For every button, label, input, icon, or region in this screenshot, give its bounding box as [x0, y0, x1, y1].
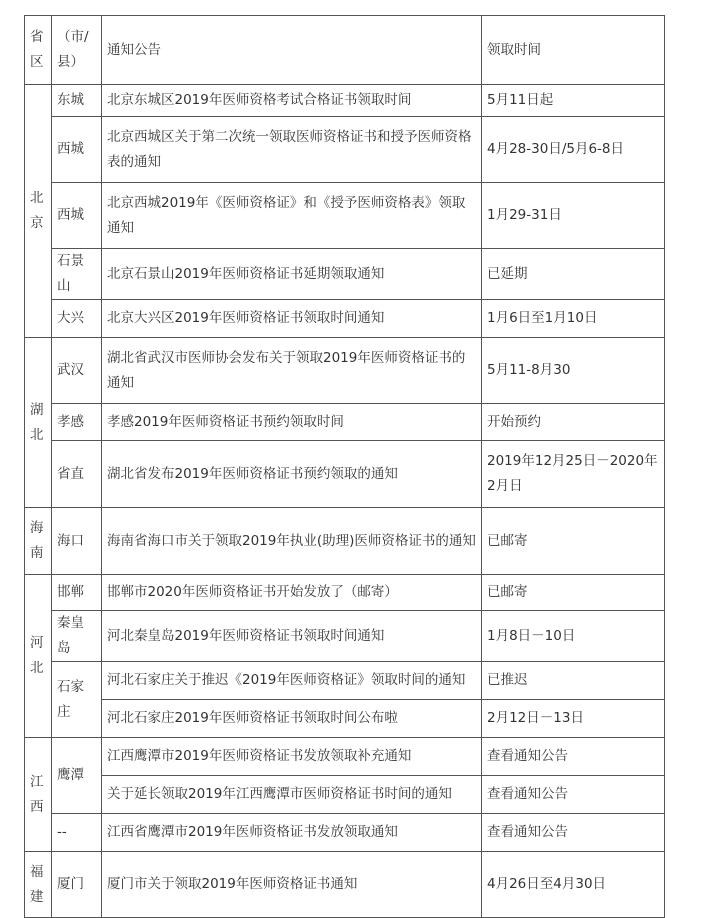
notice-link[interactable]: 孝感2019年医师资格证书预约领取时间: [102, 404, 482, 441]
city-cell: 海口: [52, 508, 102, 575]
table-row: [25, 404, 665, 441]
city-cell: 大兴: [52, 300, 102, 338]
city-cell: 秦皇岛: [52, 611, 102, 662]
notice-link[interactable]: 河北石家庄关于推迟《2019年医师资格证》领取时间的通知: [102, 662, 482, 700]
time-cell: 已延期: [482, 249, 665, 300]
notice-link[interactable]: 北京西城区关于第二次统一领取医师资格证书和授予医师资格表的通知: [102, 117, 482, 183]
notice-link[interactable]: 北京西城2019年《医师资格证》和《授予医师资格表》领取通知: [102, 183, 482, 249]
city-cell: 省直: [52, 441, 102, 508]
notice-link[interactable]: 北京东城区2019年医师资格考试合格证书领取时间: [102, 85, 482, 117]
time-cell: 已邮寄: [482, 575, 665, 611]
time-cell[interactable]: 查看通知公告: [482, 738, 665, 776]
table-row: [25, 700, 665, 738]
time-cell: 4月26日至4月30日: [482, 852, 665, 918]
table-row: [25, 441, 665, 508]
time-cell: 已邮寄: [482, 508, 665, 575]
header-notice: 通知公告: [102, 16, 482, 85]
table-row: [25, 776, 665, 814]
province-cell: 北京: [25, 85, 52, 338]
certificate-notice-table: [24, 15, 665, 918]
province-cell: 海南: [25, 508, 52, 575]
notice-link[interactable]: 北京大兴区2019年医师资格证书领取时间通知: [102, 300, 482, 338]
table-row: [25, 338, 665, 404]
table-row: [25, 852, 665, 918]
city-cell: 石家庄: [52, 662, 102, 738]
table-header-row: [25, 16, 665, 85]
notice-link[interactable]: 江西省鹰潭市2019年医师资格证书发放领取通知: [102, 814, 482, 852]
time-cell: 2月12日－13日: [482, 700, 665, 738]
time-cell: 1月6日至1月10日: [482, 300, 665, 338]
city-cell: 西城: [52, 183, 102, 249]
time-cell[interactable]: 查看通知公告: [482, 814, 665, 852]
time-cell: 1月8日－10日: [482, 611, 665, 662]
header-city: （市/县）: [52, 16, 102, 85]
time-cell: 5月11日起: [482, 85, 665, 117]
city-cell: 西城: [52, 117, 102, 183]
table-row: [25, 508, 665, 575]
province-cell: 江西: [25, 738, 52, 852]
city-cell: 鹰潭: [52, 738, 102, 814]
city-cell: 石景山: [52, 249, 102, 300]
header-time: 领取时间: [482, 16, 665, 85]
notice-link[interactable]: 关于延长领取2019年江西鹰潭市医师资格证书时间的通知: [102, 776, 482, 814]
table-row: [25, 300, 665, 338]
notice-link[interactable]: 江西鹰潭市2019年医师资格证书发放领取补充通知: [102, 738, 482, 776]
table-row: [25, 249, 665, 300]
header-province: 省区: [25, 16, 52, 85]
table-row: [25, 85, 665, 117]
time-cell: 开始预约: [482, 404, 665, 441]
province-cell: 河北: [25, 575, 52, 738]
time-cell[interactable]: 查看通知公告: [482, 776, 665, 814]
time-cell: 2019年12月25日－2020年2月日: [482, 441, 665, 508]
province-cell: 福建: [25, 852, 52, 918]
time-cell: 5月11-8月30: [482, 338, 665, 404]
table-row: [25, 611, 665, 662]
table-row: [25, 814, 665, 852]
notice-link[interactable]: 湖北省武汉市医师协会发布关于领取2019年医师资格证书的通知: [102, 338, 482, 404]
province-cell: 湖北: [25, 338, 52, 508]
time-cell: 已推迟: [482, 662, 665, 700]
city-cell: --: [52, 814, 102, 852]
notice-link[interactable]: 北京石景山2019年医师资格证书延期领取通知: [102, 249, 482, 300]
table-row: [25, 662, 665, 700]
table-row: [25, 575, 665, 611]
table-row: [25, 117, 665, 183]
notice-link[interactable]: 厦门市关于领取2019年医师资格证书通知: [102, 852, 482, 918]
city-cell: 厦门: [52, 852, 102, 918]
table-row: [25, 738, 665, 776]
city-cell: 武汉: [52, 338, 102, 404]
notice-link[interactable]: 邯郸市2020年医师资格证书开始发放了（邮寄）: [102, 575, 482, 611]
time-cell: 1月29-31日: [482, 183, 665, 249]
notice-link[interactable]: 河北秦皇岛2019年医师资格证书领取时间通知: [102, 611, 482, 662]
city-cell: 孝感: [52, 404, 102, 441]
notice-link[interactable]: 湖北省发布2019年医师资格证书预约领取的通知: [102, 441, 482, 508]
city-cell: 邯郸: [52, 575, 102, 611]
table-row: [25, 183, 665, 249]
notice-link[interactable]: 河北石家庄2019年医师资格证书领取时间公布啦: [102, 700, 482, 738]
time-cell: 4月28-30日/5月6-8日: [482, 117, 665, 183]
notice-link[interactable]: 海南省海口市关于领取2019年执业(助理)医师资格证书的通知: [102, 508, 482, 575]
city-cell: 东城: [52, 85, 102, 117]
